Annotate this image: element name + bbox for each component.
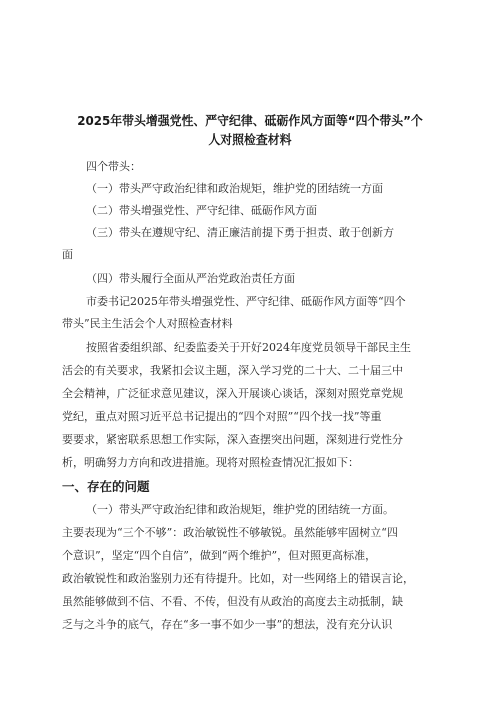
- paragraph-line: 活会的有关要求，我紧扣会议主题，深入学习党的二十大、二十届三中: [62, 364, 403, 377]
- paragraph-line: 乏与之斗争的底气，存在“多一事不如少一事”的想法，没有充分认识: [62, 618, 393, 631]
- paragraph-line: 个意识”，坚定“四个自信”，做到“两个维护”，但对照更高标准，: [62, 549, 377, 562]
- list-item-continuation: 面: [62, 248, 73, 261]
- paragraph-line: 政治敏锐性和政治鉴别力还有待提升。比如，对一些网络上的错误言论，: [62, 572, 414, 585]
- list-item: （三）带头在遵规守纪、清正廉洁前提下勇于担责、敢于创新方: [86, 226, 394, 239]
- paragraph-line: 全会精神，广泛征求意见建议，深入开展谈心谈话，深刻对照党章党规: [62, 387, 403, 400]
- paragraph-line: 市委书记2025年带头增强党性、严守纪律、砥砺作风方面等“四个: [86, 295, 406, 308]
- section-heading: 一、存在的问题: [62, 479, 150, 494]
- paragraph-line: 按照省委组织部、纪委监委关于开好2024年度党员领导干部民主生: [86, 341, 411, 354]
- section-item: （一）带头严守政治纪律和政治规矩，维护党的团结统一方面。: [86, 503, 394, 516]
- list-item: （一）带头严守政治纪律和政治规矩，维护党的团结统一方面: [86, 182, 383, 195]
- paragraph-line: 虽然能够做到不信、不看、不传，但没有从政治的高度去主动抵制，缺: [62, 595, 403, 608]
- paragraph-line: 党纪，重点对照习近平总书记提出的“四个对照”“四个找一找”等重: [62, 410, 382, 423]
- paragraph-line: 主要表现为“三个不够”：政治敏锐性不够敏锐。虽然能够牢固树立“四: [62, 526, 398, 539]
- intro-label: 四个带头：: [86, 160, 141, 173]
- document-title-line-2: 人对照检查材料: [208, 132, 292, 147]
- list-item: （二）带头增强党性、严守纪律、砥砺作风方面: [86, 204, 317, 217]
- document-title-line-1: 2025年带头增强党性、严守纪律、砥砺作风方面等“四个带头”个: [77, 113, 423, 128]
- paragraph-line: 析，明确努力方向和改进措施。现将对照检查情况汇报如下：: [62, 456, 359, 469]
- paragraph-line: 要要求，紧密联系思想工作实际，深入查摆突出问题，深刻进行党性分: [62, 433, 403, 446]
- list-item: （四）带头履行全面从严治党政治责任方面: [86, 272, 295, 285]
- paragraph-line: 带头”民主生活会个人对照检查材料: [62, 317, 233, 330]
